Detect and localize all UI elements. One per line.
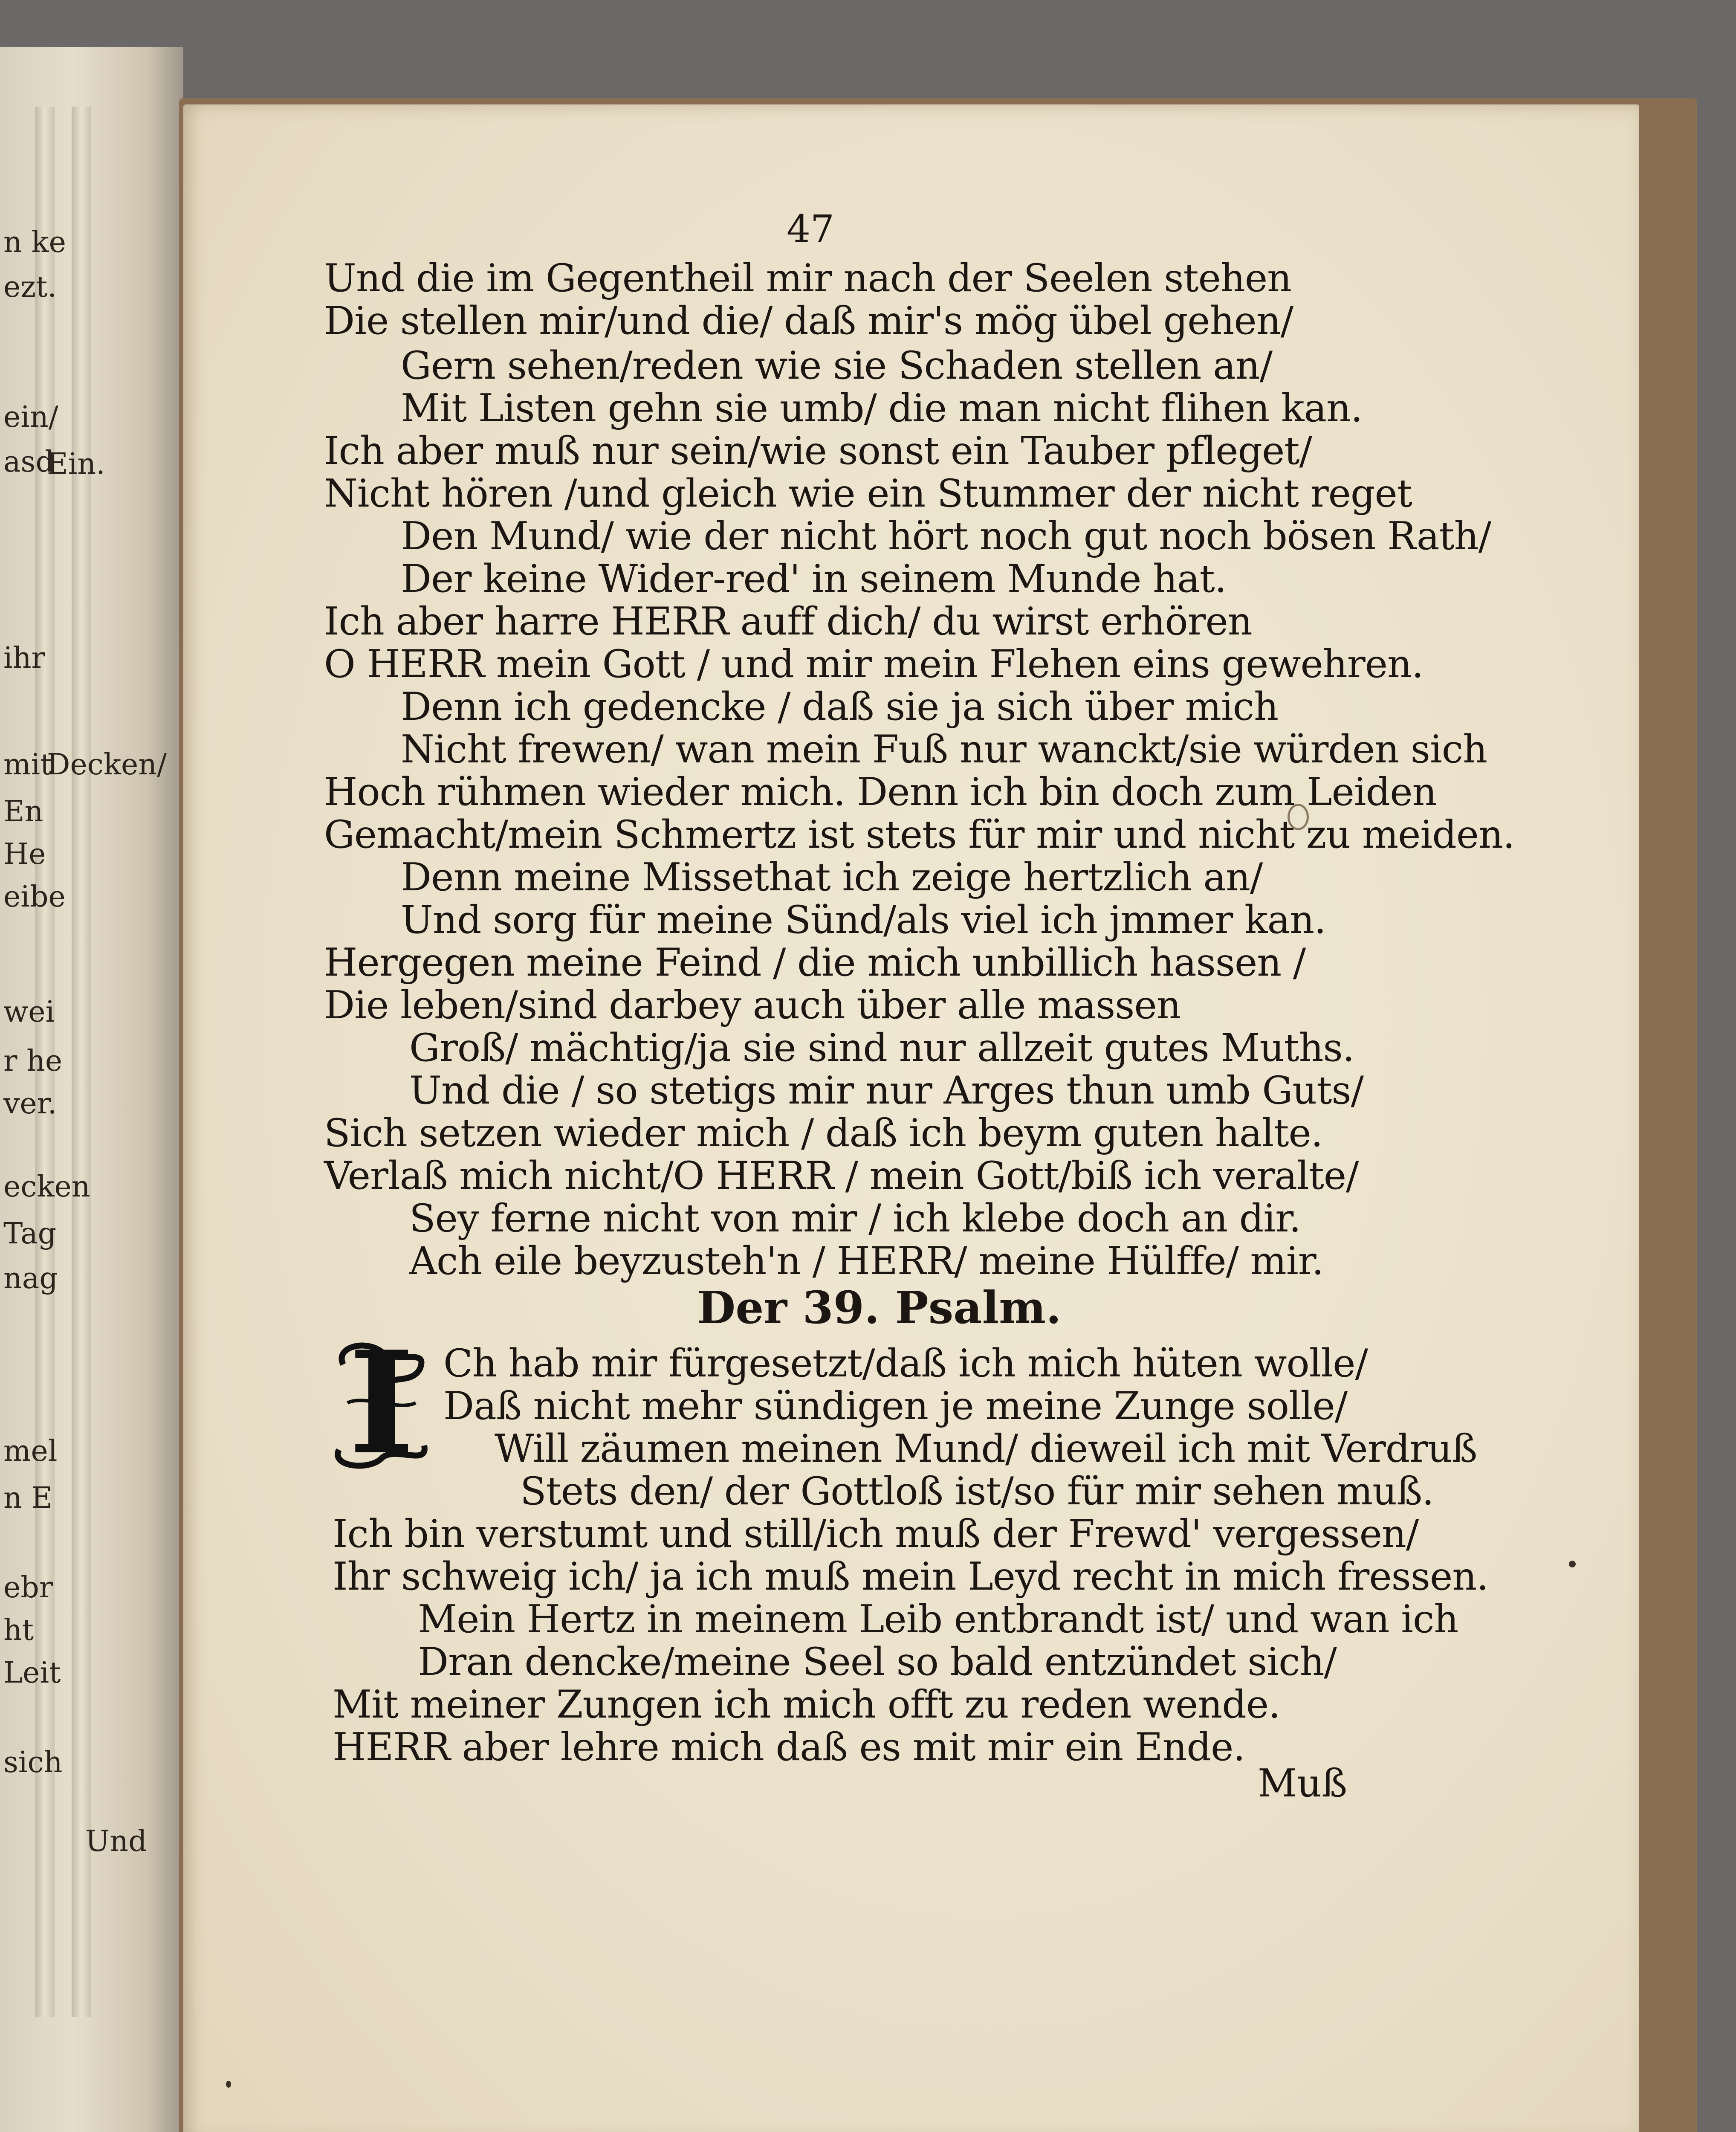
catchword: Muß [1258, 1761, 1348, 1806]
initial-flourish-icon [330, 1339, 433, 1471]
left-fragment: ein/ [3, 400, 58, 434]
left-fragment: ht [3, 1613, 34, 1647]
left-fragment: Tag [3, 1217, 57, 1251]
left-fragment: r he [3, 1044, 63, 1078]
verse-line: O HERR mein Gott / und mir mein Flehen eins gewehren. [324, 642, 1424, 687]
verse-line: Und die im Gegentheil mir nach der Seelen stehen [324, 256, 1292, 301]
verse-line: Nicht frewen/ wan mein Fuß nur wanckt/sie würden sich [401, 727, 1487, 772]
left-fragment: n E [3, 1481, 53, 1515]
page-fold-strip [72, 107, 91, 2017]
verse-line: Verlaß mich nicht/O HERR / mein Gott/biß ich veralte/ [324, 1153, 1359, 1198]
psalm-heading: Der 39. Psalm. [697, 1281, 1062, 1334]
verse-line: Die stellen mir/und die/ daß mir's mög übel gehen/ [324, 298, 1293, 343]
verse-line: Groß/ mächtig/ja sie sind nur allzeit gutes Muths. [409, 1025, 1354, 1070]
ink-speck [1569, 1561, 1576, 1567]
left-catchword: Und [85, 1825, 147, 1858]
left-fragment: Ein. [47, 447, 105, 481]
verse-line: Die leben/sind darbey auch über alle massen [324, 983, 1181, 1028]
page-number: 47 [787, 207, 834, 251]
verse-line: Hoch rühmen wieder mich. Denn ich bin doch zum Leiden [324, 770, 1437, 814]
left-fragment: mel [3, 1434, 58, 1468]
verse-line: Gemacht/mein Schmertz ist stets für mir und nicht zu meiden. [324, 812, 1515, 857]
left-fragment: He [3, 837, 46, 871]
verse-line: Nicht hören /und gleich wie ein Stummer der nicht reget [324, 471, 1412, 516]
left-fragment: wei [3, 995, 55, 1029]
verse-line: Ich aber muß nur sein/wie sonst ein Tauber pfleget/ [324, 429, 1312, 473]
verse-line: Mein Hertz in meinem Leib entbrandt ist/ und wan ich [418, 1597, 1458, 1642]
left-fragment: nag [3, 1262, 58, 1295]
verse-line: Ihr schweig ich/ ja ich muß mein Leyd recht in mich fressen. [333, 1554, 1488, 1599]
left-fragment: ihr [3, 641, 46, 675]
initial-letter: I [348, 1320, 415, 1486]
verse-line: Mit Listen gehn sie umb/ die man nicht flihen kan. [401, 386, 1363, 431]
verse-line: HERR aber lehre mich daß es mit mir ein Ende. [333, 1725, 1245, 1770]
left-fragment: ecken [3, 1170, 90, 1204]
left-fragment: Leit [3, 1656, 61, 1690]
decorated-initial [330, 1320, 433, 1486]
left-fragment: asd [3, 445, 54, 479]
verse-line: Und sorg für meine Sünd/als viel ich jmmer kan. [401, 898, 1326, 942]
verse-line: Ich bin verstumt und still/ich muß der Frewd' vergessen/ [333, 1512, 1419, 1556]
paper-ring-mark [1288, 804, 1309, 830]
left-fragment: En [3, 795, 43, 828]
left-fragment: ebr [3, 1571, 53, 1605]
verse-line: Denn ich gedencke / daß sie ja sich über mich [401, 684, 1279, 729]
verse-line: Dran dencke/meine Seel so bald entzündet sich/ [418, 1640, 1337, 1684]
verse-line: Der keine Wider-red' in seinem Munde hat. [401, 556, 1227, 601]
verse-line: Und die / so stetigs mir nur Arges thun umb Guts/ [409, 1068, 1363, 1113]
verse-line: Stets den/ der Gottloß ist/so für mir sehen muß. [520, 1469, 1434, 1514]
left-fragment: mit [3, 748, 52, 782]
left-page [0, 47, 183, 2132]
verse-line: Sey ferne nicht von mir / ich klebe doch an dir. [409, 1196, 1301, 1241]
verse-line: Ich aber harre HERR auff dich/ du wirst erhören [324, 599, 1252, 644]
verse-line: Daß nicht mehr sündigen je meine Zunge solle/ [443, 1384, 1348, 1428]
left-fragment: ver. [3, 1087, 57, 1121]
ink-speck [226, 2081, 231, 2088]
verse-line: Ch hab mir fürgesetzt/daß ich mich hüten wolle/ [443, 1341, 1368, 1386]
verse-line: Mit meiner Zungen ich mich offt zu reden wende. [333, 1682, 1280, 1727]
verse-line: Sich setzen wieder mich / daß ich beym guten halte. [324, 1111, 1323, 1156]
left-fragment: eibe [3, 880, 66, 914]
verse-line: Ach eile beyzusteh'n / HERR/ meine Hülffe/ mir. [409, 1239, 1324, 1283]
verse-line: Den Mund/ wie der nicht hört noch gut noch bösen Rath/ [401, 514, 1491, 559]
left-fragment: Decken/ [47, 748, 167, 782]
verse-line: Denn meine Missethat ich zeige hertzlich an/ [401, 855, 1263, 900]
left-fragment: n ke [3, 226, 66, 259]
verse-line: Hergegen meine Feind / die mich unbillich hassen / [324, 940, 1306, 985]
left-fragment: sich [3, 1746, 63, 1779]
left-fragment: ezt. [3, 270, 57, 304]
verse-line: Gern sehen/reden wie sie Schaden stellen an/ [401, 343, 1273, 388]
verse-line: Will zäumen meinen Mund/ dieweil ich mit Verdruß [495, 1426, 1477, 1471]
